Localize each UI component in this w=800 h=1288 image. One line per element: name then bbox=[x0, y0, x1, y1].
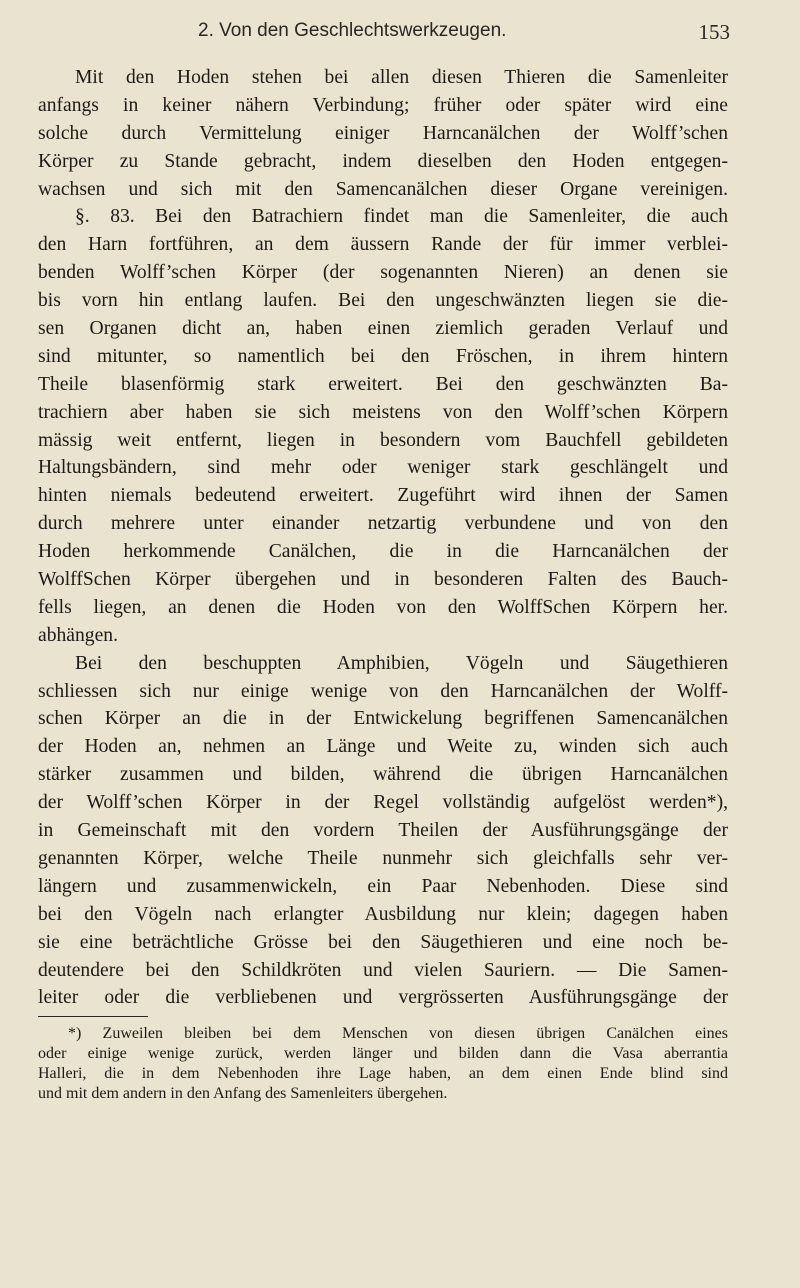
text-line: anfangs in keiner nähern Verbindung; früher oder später wird eine bbox=[38, 94, 728, 116]
text-line: Haltungsbändern, sind mehr oder weniger stark geschlängelt und bbox=[38, 457, 728, 479]
text-line: den Harn fortführen, an dem äussern Rande der für immer verblei- bbox=[38, 234, 728, 256]
text-line: der Hoden an, nehmen an Länge und Weite zu, winden sich auch bbox=[38, 736, 728, 758]
footnote-line: Halleri, die in dem Nebenhoden ihre Lage haben, an dem einen Ende blind sind bbox=[38, 1065, 728, 1082]
text-line: fells liegen, an denen die Hoden von den WolffSchen Körpern her. bbox=[38, 596, 728, 618]
text-line: der Wolff’schen Körper in der Regel vollständig aufgelöst werden*), bbox=[38, 792, 728, 814]
text-line: abhängen. bbox=[38, 624, 118, 646]
text-line: bei den Vögeln nach erlangter Ausbildung nur klein; dagegen haben bbox=[38, 903, 728, 925]
text-line: leiter oder die verbliebenen und vergrösserten Ausführungsgänge der bbox=[38, 987, 728, 1009]
text-line: §. 83. Bei den Batrachiern findet man die Samenleiter, die auch bbox=[75, 206, 728, 228]
footnote-line: *) Zuweilen bleiben bei dem Menschen von diesen übrigen Canälchen eines bbox=[68, 1025, 728, 1042]
text-line: Bei den beschuppten Amphibien, Vögeln und Säugethieren bbox=[75, 652, 728, 674]
text-line: schliessen sich nur einige wenige von den Harncanälchen der Wolff- bbox=[38, 680, 728, 702]
text-line: solche durch Vermittelung einiger Harncanälchen der Wolff’schen bbox=[38, 122, 728, 144]
text-line: Theile blasenförmig stark erweitert. Bei den geschwänzten Ba- bbox=[38, 373, 728, 395]
page-number: 153 bbox=[698, 20, 730, 44]
text-line: trachiern aber haben sie sich meistens von den Wolff’schen Körpern bbox=[38, 401, 728, 423]
text-line: sind mitunter, so namentlich bei den Fröschen, in ihrem hintern bbox=[38, 345, 728, 367]
footnote-rule bbox=[38, 1016, 148, 1017]
footnote-line: und mit dem andern in den Anfang des Samenleiters übergehen. bbox=[38, 1085, 448, 1102]
text-line: Körper zu Stande gebracht, indem dieselben den Hoden entgegen- bbox=[38, 150, 728, 172]
text-line: hinten niemals bedeutend erweitert. Zugeführt wird ihnen der Samen bbox=[38, 485, 728, 507]
text-line: längern und zusammenwickeln, ein Paar Nebenhoden. Diese sind bbox=[38, 875, 728, 897]
body-text bbox=[38, 64, 728, 1012]
text-line: sen Organen dicht an, haben einen ziemlich geraden Verlauf und bbox=[38, 318, 728, 340]
text-line: bis vorn hin entlang laufen. Bei den ungeschwänzten liegen sie die- bbox=[38, 290, 728, 312]
text-line: mässig weit entfernt, liegen in besondern vom Bauchfell gebildeten bbox=[38, 429, 728, 451]
text-line: genannten Körper, welche Theile nunmehr sich gleichfalls sehr ver- bbox=[38, 847, 728, 869]
text-line: Mit den Hoden stehen bei allen diesen Thieren die Samenleiter bbox=[75, 67, 728, 88]
text-line: benden Wolff’schen Körper (der sogenannten Nieren) an denen sie bbox=[38, 262, 728, 284]
text-line: sie eine beträchtliche Grösse bei den Säugethieren und eine noch be- bbox=[38, 931, 728, 953]
text-line: deutendere bei den Schildkröten und vielen Sauriern. — Die Samen- bbox=[38, 959, 728, 981]
text-line: stärker zusammen und bilden, während die übrigen Harncanälchen bbox=[38, 764, 728, 786]
footnote-line: oder einige wenige zurück, werden länger und bilden dann die Vasa aberrantia bbox=[38, 1045, 728, 1062]
text-line: in Gemeinschaft mit den vordern Theilen der Ausführungsgänge der bbox=[38, 820, 728, 842]
text-line: wachsen und sich mit den Samencanälchen dieser Organe vereinigen. bbox=[38, 178, 728, 200]
chapter-title: 2. Von den Geschlechtswerkzeugen. bbox=[198, 20, 507, 41]
footnote bbox=[38, 1024, 728, 1104]
text-line: Hoden herkommende Canälchen, die in die Harncanälchen der bbox=[38, 541, 728, 563]
text-line: WolffSchen Körper übergehen und in besonderen Falten des Bauch- bbox=[38, 569, 728, 591]
text-line: durch mehrere unter einander netzartig verbundene und von den bbox=[38, 513, 728, 535]
text-line: schen Körper an die in der Entwickelung begriffenen Samencanälchen bbox=[38, 708, 728, 730]
